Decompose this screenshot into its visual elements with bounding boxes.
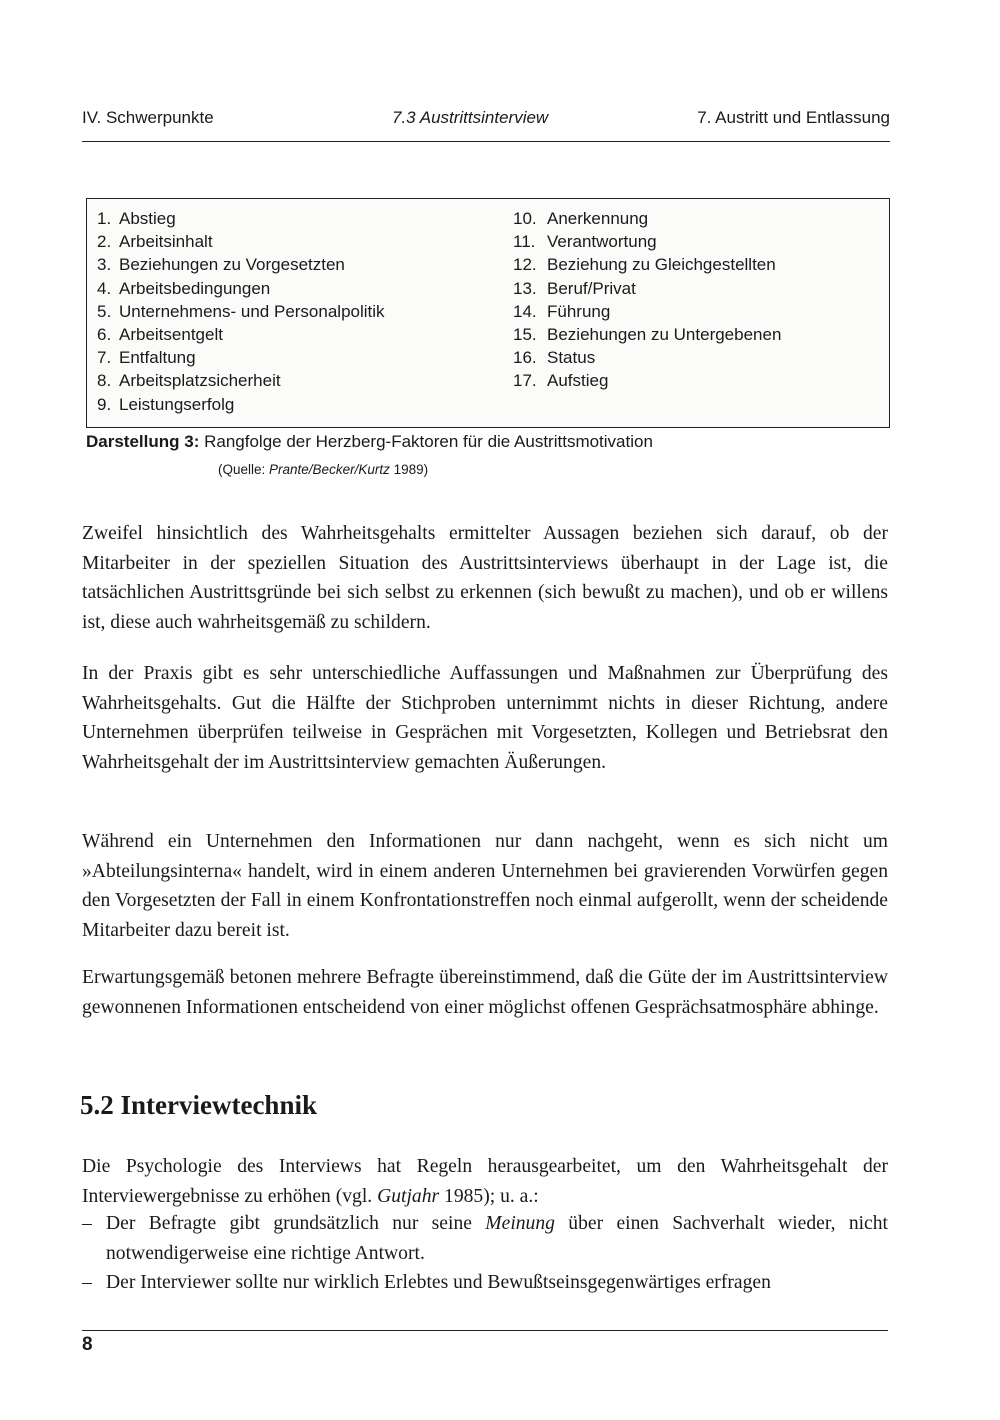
body-paragraph: Erwartungsgemäß betonen mehrere Befragte übereinstimmend, daß die Güte der im Austrittsinterview gewonnenen Informationen entscheidend von einer möglichst offenen Gesprächsatmosphäre abhinge. [82,967,888,1018]
header-section: 7.3 Austrittsinterview [392,108,549,127]
factor-item: 15. Beziehungen zu Untergebenen [513,325,782,345]
section-heading: 5.2 Interviewtechnik [80,1090,317,1120]
list-item: – Der Interviewer sollte nur wirklich Erlebtes und Bewußtseinsgegenwärtiges erfragen [82,1268,888,1298]
running-header [82,108,890,128]
factor-item: 11. Verantwortung [513,232,657,252]
figure-source: (Quelle: Prante/Becker/Kurtz 1989) [218,462,429,477]
emphasis: Meinung [485,1213,555,1234]
header-divider [82,141,890,142]
factor-item: 14. Führung [513,301,611,321]
factor-item: 1. Abstieg [97,209,176,228]
section-intro: Die Psychologie des Interviews hat Regeln herausgearbeitet, um den Wahrheitsgehalt der Interviewergebnisse zu erhöhen (vgl. Gutjahr 1985); u. a.: [82,1156,888,1207]
factor-item: 9. Leistungserfolg [97,394,235,414]
factor-item: 6. Arbeitsentgelt [97,325,223,345]
footer-divider [82,1330,888,1331]
body-paragraph: Zweifel hinsichtlich des Wahrheitsgehalts ermittelter Aussagen beziehen sich darauf, ob der Mitarbeiter in der speziellen Situation des Austrittsinterviews überhaupt in der Lage ist, die tatsächlichen Austrittsgründe bei sich selbst zu erkennen (sich bewußt zu machen), und ob er willens ist, diese auch wahrheitsgemäß zu schildern. [82,523,888,633]
cited-author: Gutjahr [377,1185,440,1207]
header-chapter: 7. Austritt und Entlassung [697,108,890,127]
factor-list-right [513,207,781,393]
page-number: 8 [82,1334,93,1355]
body-paragraph: Während ein Unternehmen den Informationen nur dann nachgeht, wenn es sich nicht um »Abteilungsinterna« handelt, wird in einem anderen Unternehmen bei gravierenden Vorwürfen gegen den Vorgesetzten der Fall in einem Konfrontationstreffen noch einmal aufgerollt, wenn der scheidende Mitarbeiter dazu bereit ist. [82,831,888,941]
header-part: IV. Schwerpunkte [82,108,214,127]
caption-text: Rangfolge der Herzberg-Faktoren für die Austrittsmotivation [204,432,653,451]
herzberg-factor-table [86,198,890,428]
factor-item: 8. Arbeitsplatzsicherheit [97,371,281,391]
factor-item: 16. Status [513,348,596,368]
factor-list-left [97,207,385,416]
factor-item: 4. Arbeitsbedingungen [97,278,271,298]
source-authors: Prante/Becker/Kurtz [269,462,390,477]
body-paragraph: In der Praxis gibt es sehr unterschiedliche Auffassungen und Maßnahmen zur Überprüfung des Wahrheitsgehalts. Gut die Hälfte der Stichproben unternimmt nichts in dieser Richtung, andere Unternehmen überprüfen teilweise in Gesprächen mit Vorgesetzten, Kollegen und Betriebsrat den Wahrheitsgehalt der im Austrittsinterview gemachten Äußerungen. [82,663,888,773]
list-item: – Der Befragte gibt grundsätzlich nur seine Meinung über einen Sachverhalt wieder, nicht notwendigerweise eine richtige Antwort. [82,1209,888,1268]
factor-item: 7. Entfaltung [97,348,196,368]
factor-item: 2. Arbeitsinhalt [97,232,213,252]
figure-caption [86,432,896,452]
factor-item: 12. Beziehung zu Gleichgestellten [513,255,776,275]
factor-item: 3. Beziehungen zu Vorgesetzten [97,255,345,275]
factor-item: 10. Anerkennung [513,209,649,228]
caption-label: Darstellung 3: [86,432,200,451]
factor-item: 5. Unternehmens- und Personalpolitik [97,301,385,321]
factor-item: 13. Beruf/Privat [513,278,636,298]
rule-list [82,1209,888,1298]
factor-item: 17. Aufstieg [513,371,609,391]
